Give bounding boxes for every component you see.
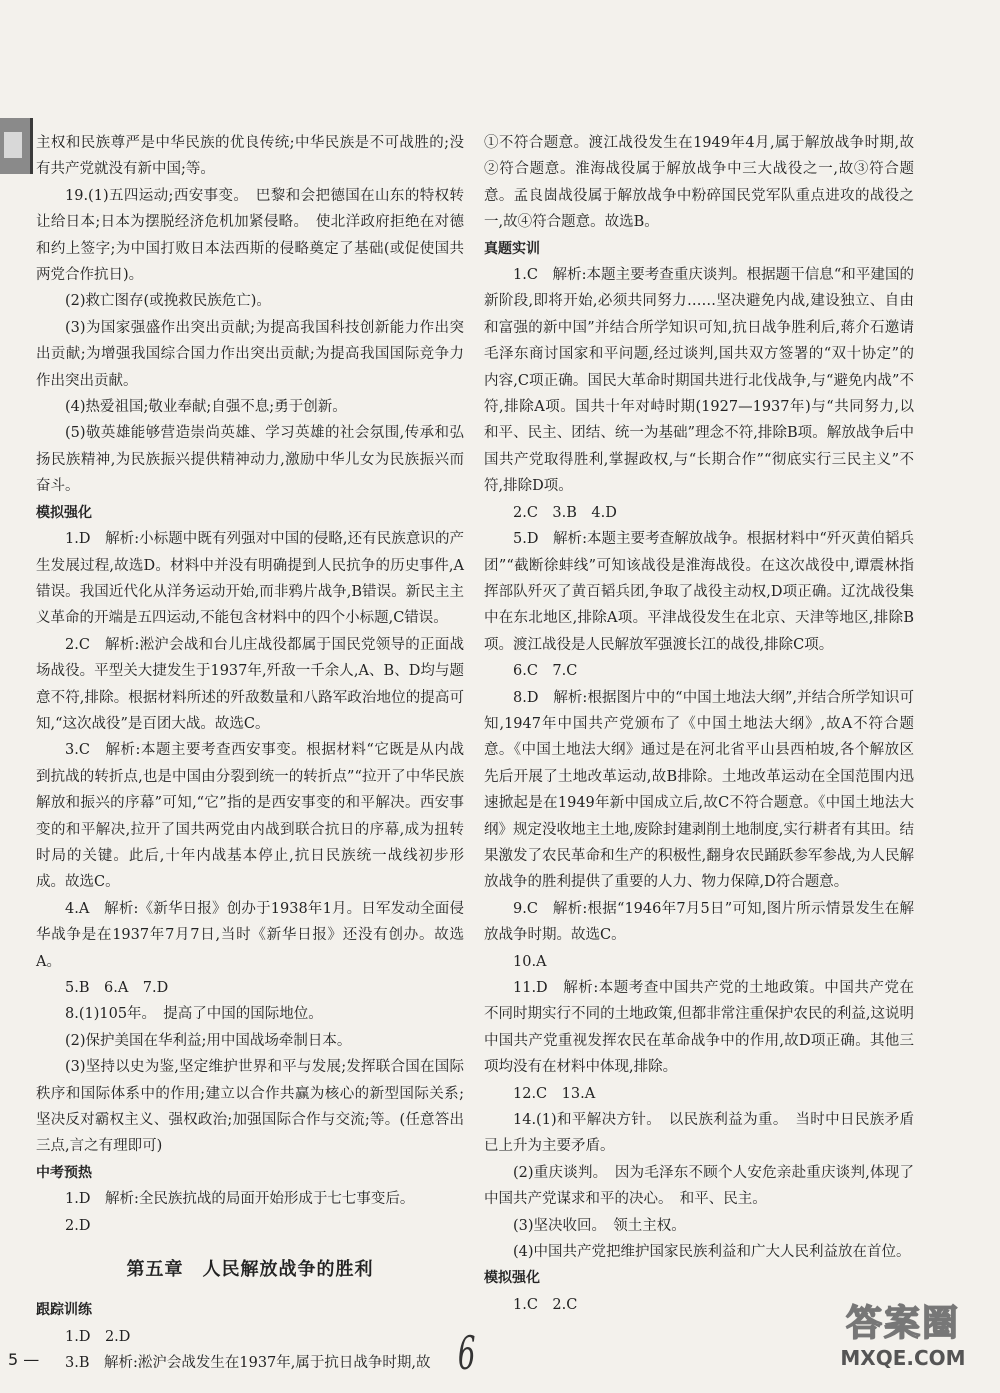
- answer-paragraph: 5.D 解析:本题主要考查解放战争。根据材料中“歼灭黄伯韬兵团”“截断徐蚌线”可知该战役是淮海战役。在这次战役中,谭震林指挥部队歼灭了黄百韬兵团,争取了战役主动权,D项正确。辽沈战役集中在东北地区,排除A项。平津战役发生在北京、天津等地区,排除B项。渡江战役是人民解放军强渡长江的战役,排除C项。: [484, 531, 914, 653]
- chapter-title: 第五章 人民解放战争的胜利: [126, 1259, 374, 1281]
- answer-paragraph: 2.C 解析:淞沪会战和台儿庄战役都属于国民党领导的正面战场战役。平型关大捷发生于1937年,歼敌一千余人,A、B、D均与题意不符,排除。根据材料所述的歼敌数量和八路军政治地位的提高可知,“这次战役”是百团大战。故选C。: [36, 636, 464, 732]
- right-column: [484, 130, 914, 1318]
- answer-paragraph: 4.A 解析:《新华日报》创办于1938年1月。日军发动全面侵华战争是在1937年7月7日,当时《新华日报》还没有创办。故选A。: [36, 900, 464, 970]
- answer-paragraph: 1.D 解析:全民族抗战的局面开始形成于七七事变后。: [65, 1191, 415, 1208]
- answer-paragraph: 10.A: [513, 953, 547, 970]
- section-heading: 真题实训: [484, 240, 540, 257]
- answer-paragraph: (2)救亡图存(或挽救民族危亡)。: [65, 293, 271, 310]
- answer-paragraph: 5.B 6.A 7.D: [65, 980, 169, 996]
- answer-paragraph: 8.D 解析:根据图片中的“中国土地法大纲”,并结合所学知识可知,1947年中国共产党颁布了《中国土地法大纲》,故A不符合题意。《中国土地法大纲》通过是在河北省平山县西柏坡,各个解放区先后开展了土地改革运动,故B排除。土地改革运动在全国范围内迅速掀起是在1949年新中国成立后,故C不符合题意。《中国土地法大纲》规定没收地主土地,废除封建剥削土地制度,实行耕者有其田。结果激发了农民革命和生产的积极性,翻身农民踊跃参军参战,为人民解放战争的胜利提供了重要的人力、物力保障,D符合题意。: [484, 689, 914, 891]
- section-heading: 模拟强化: [484, 1270, 540, 1287]
- chapter-tab-marker: [0, 118, 33, 174]
- answer-paragraph: 12.C 13.A: [513, 1085, 596, 1102]
- answer-paragraph: (2)重庆谈判。 因为毛泽东不顾个人安危亲赴重庆谈判,体现了中国共产党谋求和平的决心。 和平、民主。: [484, 1164, 914, 1208]
- watermark-bottom-text: MXQE.COM: [840, 1346, 966, 1370]
- answer-paragraph: 19.(1)五四运动;西安事变。 巴黎和会把德国在山东的特权转让给日本;日本为摆脱经济危机加紧侵略。 使北洋政府拒绝在对德和约上签字;为中国打败日本法西斯的侵略奠定了基础(或促使国共两党合作抗日)。: [36, 187, 464, 284]
- answer-paragraph: 1.D 2.D: [65, 1328, 131, 1345]
- answer-paragraph: (3)为国家强盛作出突出贡献;为提高我国科技创新能力作出突出贡献;为增强我国综合国力作出突出贡献;为提高我国国际竞争力作出突出贡献。: [36, 319, 464, 389]
- watermark-top-text: 答案圈: [845, 1303, 960, 1344]
- answer-paragraph: (5)敬英雄能够营造崇尚英雄、学习英雄的社会氛围,传承和弘扬民族精神,为民族振兴提供精神动力,激励中华儿女为民族振兴而奋斗。: [36, 425, 464, 495]
- answer-paragraph: 14.(1)和平解决方针。 以民族利益为重。 当时中日民族矛盾已上升为主要矛盾。: [484, 1112, 914, 1155]
- section-heading: 跟踪训练: [36, 1302, 92, 1319]
- answer-paragraph: 6.C 7.C: [513, 663, 578, 680]
- answer-paragraph: 11.D 解析:本题考查中国共产党的土地政策。中国共产党在不同时期实行不同的土地政策,但都非常注重保护农民的利益,这说明中国共产党重视发挥农民在革命战争中的作用,故D项正确。其他三项均没有在材料中体现,排除。: [484, 980, 914, 1076]
- answer-paragraph: 1.C 2.C: [513, 1296, 578, 1313]
- answer-paragraph: (3)坚持以史为鉴,坚定维护世界和平与发展;发挥联合国在国际秩序和国际体系中的作用;建立以合作共赢为核心的新型国际关系;坚决反对霸权主义、强权政治;加强国际合作与交流;等。(任意答出三点,言之有理即可): [36, 1059, 464, 1155]
- section-heading: 模拟强化: [36, 504, 92, 521]
- answer-paragraph: 1.D 解析:小标题中既有列强对中国的侵略,还有民族意识的产生发展过程,故选D。材料中并没有明确提到人民抗争的历史事件,A错误。我国近代化从洋务运动开始,而非鸦片战争,B错误。新民主主义革命的开端是五四运动,不能包含材料中的四个小标题,C错误。: [36, 531, 464, 627]
- answer-paragraph: 3.C 解析:本题主要考查西安事变。根据材料“它既是从内战到抗战的转折点,也是中国由分裂到统一的转折点”“拉开了中华民族解放和振兴的序幕”可知,“它”指的是西安事变的和平解决。西安事变的和平解决,拉开了国共两党由内战到联合抗日的序幕,成为扭转时局的关键。此后,十年内战基本停止,抗日民族统一战线初步形成。故选C。: [36, 742, 464, 891]
- handwritten-page-number: 6: [457, 1326, 476, 1380]
- answer-paragraph: (3)坚决收回。 领土主权。: [513, 1217, 686, 1234]
- answer-paragraph: (2)保护美国在华利益;用中国战场牵制日本。: [65, 1032, 352, 1049]
- answer-paragraph: 主权和民族尊严是中华民族的优良传统;中华民族是不可战胜的;没有共产党就没有新中国;等。: [36, 135, 464, 178]
- answer-paragraph: 9.C 解析:根据“1946年7月5日”可知,图片所示情景发生在解放战争时期。故选C。: [484, 900, 914, 944]
- page-number: 5 —: [8, 1350, 40, 1369]
- answer-paragraph: 8.(1)105年。 提高了中国的国际地位。: [65, 1006, 323, 1023]
- answer-paragraph: 2.D: [65, 1217, 91, 1234]
- section-heading: 中考预热: [36, 1164, 92, 1181]
- site-watermark-logo: [818, 1302, 988, 1382]
- answer-paragraph: 1.C 解析:本题主要考查重庆谈判。根据题干信息“和平建国的新阶段,即将开始,必须共同努力……坚决避免内战,建设独立、自由和富强的新中国”并结合所学知识可知,抗日战争胜利后,蒋介石邀请毛泽东商讨国家和平问题,经过谈判,国共双方签署的“双十协定”的内容,C项正确。国民大革命时期国共进行北伐战争,与“避免内战”不符,排除A项。国共十年对峙时期(1927—1937年)与“共同努力,以和平、民主、团结、统一为基础”理念不符,排除B项。解放战争后中国共产党取得胜利,掌握政权,与“长期合作”“彻底实行三民主义”不符,排除D项。: [484, 267, 914, 495]
- answer-paragraph: (4)中国共产党把维护国家民族利益和广大人民利益放在首位。: [513, 1244, 911, 1261]
- answer-paragraph: ①不符合题意。渡江战役发生在1949年4月,属于解放战争时期,故②符合题意。淮海战役属于解放战争中三大战役之一,故③符合题意。孟良崮战役属于解放战争中粉碎国民党军队重点进攻的战役之一,故④符合题意。故选B。: [484, 135, 914, 231]
- left-column: [36, 130, 464, 1377]
- answer-paragraph: 2.C 3.B 4.D: [513, 504, 617, 521]
- answer-paragraph: 3.B 解析:淞沪会战发生在1937年,属于抗日战争时期,故: [65, 1355, 431, 1372]
- answer-paragraph: (4)热爱祖国;敬业奉献;自强不息;勇于创新。: [65, 399, 347, 416]
